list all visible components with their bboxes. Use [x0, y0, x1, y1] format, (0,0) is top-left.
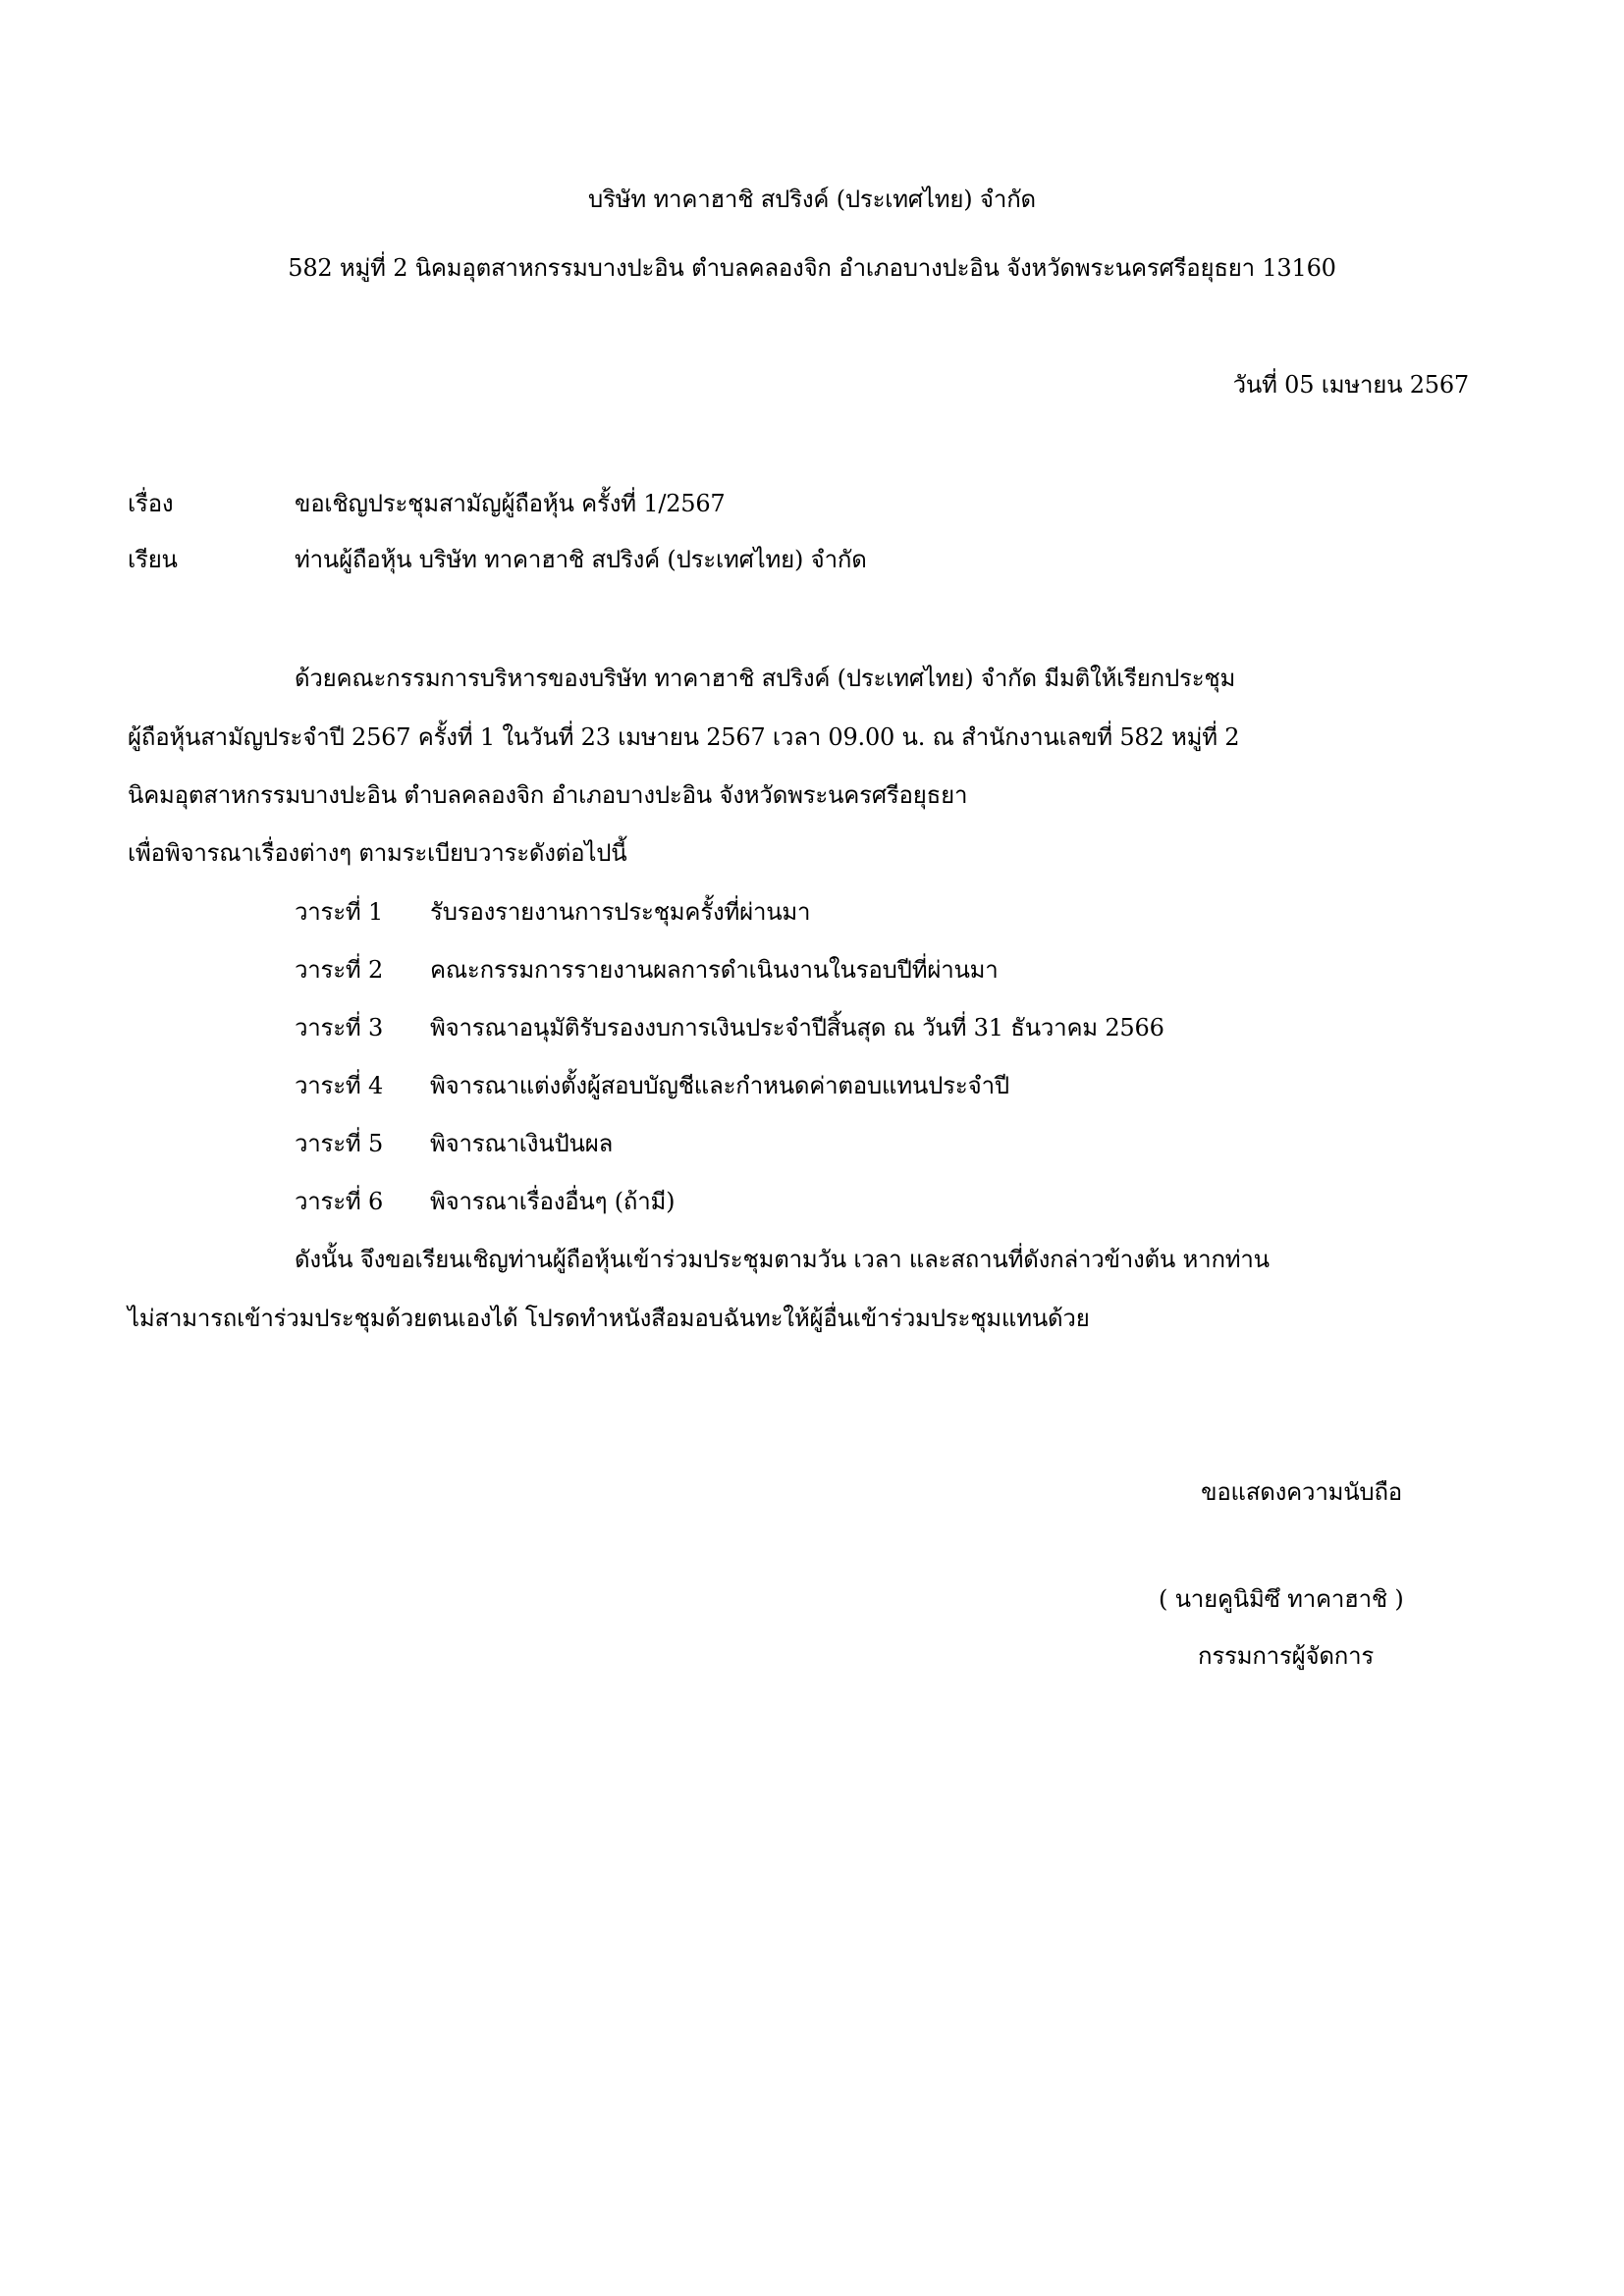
agenda-item-text: รับรองรายงานการประชุมครั้งที่ผ่านมา [430, 898, 811, 926]
agenda-item-text: พิจารณาเงินปันผล [430, 1130, 614, 1157]
closing-paragraph-line: ดังนั้น จึงขอเรียนเชิญท่านผู้ถือหุ้นเข้าร่วมประชุมตามวัน เวลา และสถานที่ดังกล่าวข้างต้น หากท่าน [295, 1246, 1270, 1273]
recipient-label: เรียน [128, 546, 178, 573]
agenda-number: วาระที่ 1 [295, 898, 384, 926]
closing-salutation: ขอแสดงความนับถือ [1201, 1478, 1402, 1506]
agenda-number: วาระที่ 2 [295, 956, 384, 984]
body-paragraph-line: ด้วยคณะกรรมการบริหารของบริษัท ทาคาฮาชิ สปริงค์ (ประเทศไทย) จำกัด มีมติให้เรียกประชุม [295, 665, 1236, 692]
agenda-item-text: คณะกรรมการรายงานผลการดำเนินงานในรอบปีที่ผ่านมา [430, 956, 999, 984]
subject-value: ขอเชิญประชุมสามัญผู้ถือหุ้น ครั้งที่ 1/2567 [295, 490, 726, 517]
agenda-number: วาระที่ 4 [295, 1072, 384, 1099]
letter-date: วันที่ 05 เมษายน 2567 [1232, 371, 1469, 399]
signer-title: กรรมการผู้จัดการ [1198, 1642, 1375, 1670]
body-paragraph-line: นิคมอุตสาหกรรมบางปะอิน ตำบลคลองจิก อำเภอบางปะอิน จังหวัดพระนครศรีอยุธยา [128, 781, 968, 809]
agenda-number: วาระที่ 6 [295, 1188, 384, 1215]
closing-paragraph-line: ไม่สามารถเข้าร่วมประชุมด้วยตนเองได้ โปรดทำหนังสือมอบฉันทะให้ผู้อื่นเข้าร่วมประชุมแทนด้วย [128, 1305, 1090, 1332]
agenda-item-text: พิจารณาเรื่องอื่นๆ (ถ้ามี) [430, 1188, 676, 1215]
agenda-number: วาระที่ 5 [295, 1130, 384, 1157]
agenda-number: วาระที่ 3 [295, 1014, 384, 1041]
company-name: บริษัท ทาคาฮาชิ สปริงค์ (ประเทศไทย) จำกัด [588, 186, 1036, 213]
body-paragraph-line: ผู้ถือหุ้นสามัญประจำปี 2567 ครั้งที่ 1 ในวันที่ 23 เมษายน 2567 เวลา 09.00 น. ณ สำนักงานเลขที่ 582 หมู่ที่ 2 [128, 723, 1240, 751]
agenda-item-text: พิจารณาอนุมัติรับรองงบการเงินประจำปีสิ้นสุด ณ วันที่ 31 ธันวาคม 2566 [430, 1014, 1164, 1041]
signer-name: ( นายคูนิมิซึ ทาคาฮาชิ ) [1159, 1585, 1404, 1613]
body-paragraph-line: เพื่อพิจารณาเรื่องต่างๆ ตามระเบียบวาระดังต่อไปนี้ [128, 839, 627, 867]
company-address: 582 หมู่ที่ 2 นิคมอุตสาหกรรมบางปะอิน ตำบลคลองจิก อำเภอบางปะอิน จังหวัดพระนครศรีอยุธยา 13160 [288, 254, 1336, 282]
recipient-value: ท่านผู้ถือหุ้น บริษัท ทาคาฮาชิ สปริงค์ (ประเทศไทย) จำกัด [295, 546, 867, 573]
agenda-item-text: พิจารณาแต่งตั้งผู้สอบบัญชีและกำหนดค่าตอบแทนประจำปี [430, 1072, 1009, 1099]
subject-label: เรื่อง [128, 490, 174, 517]
